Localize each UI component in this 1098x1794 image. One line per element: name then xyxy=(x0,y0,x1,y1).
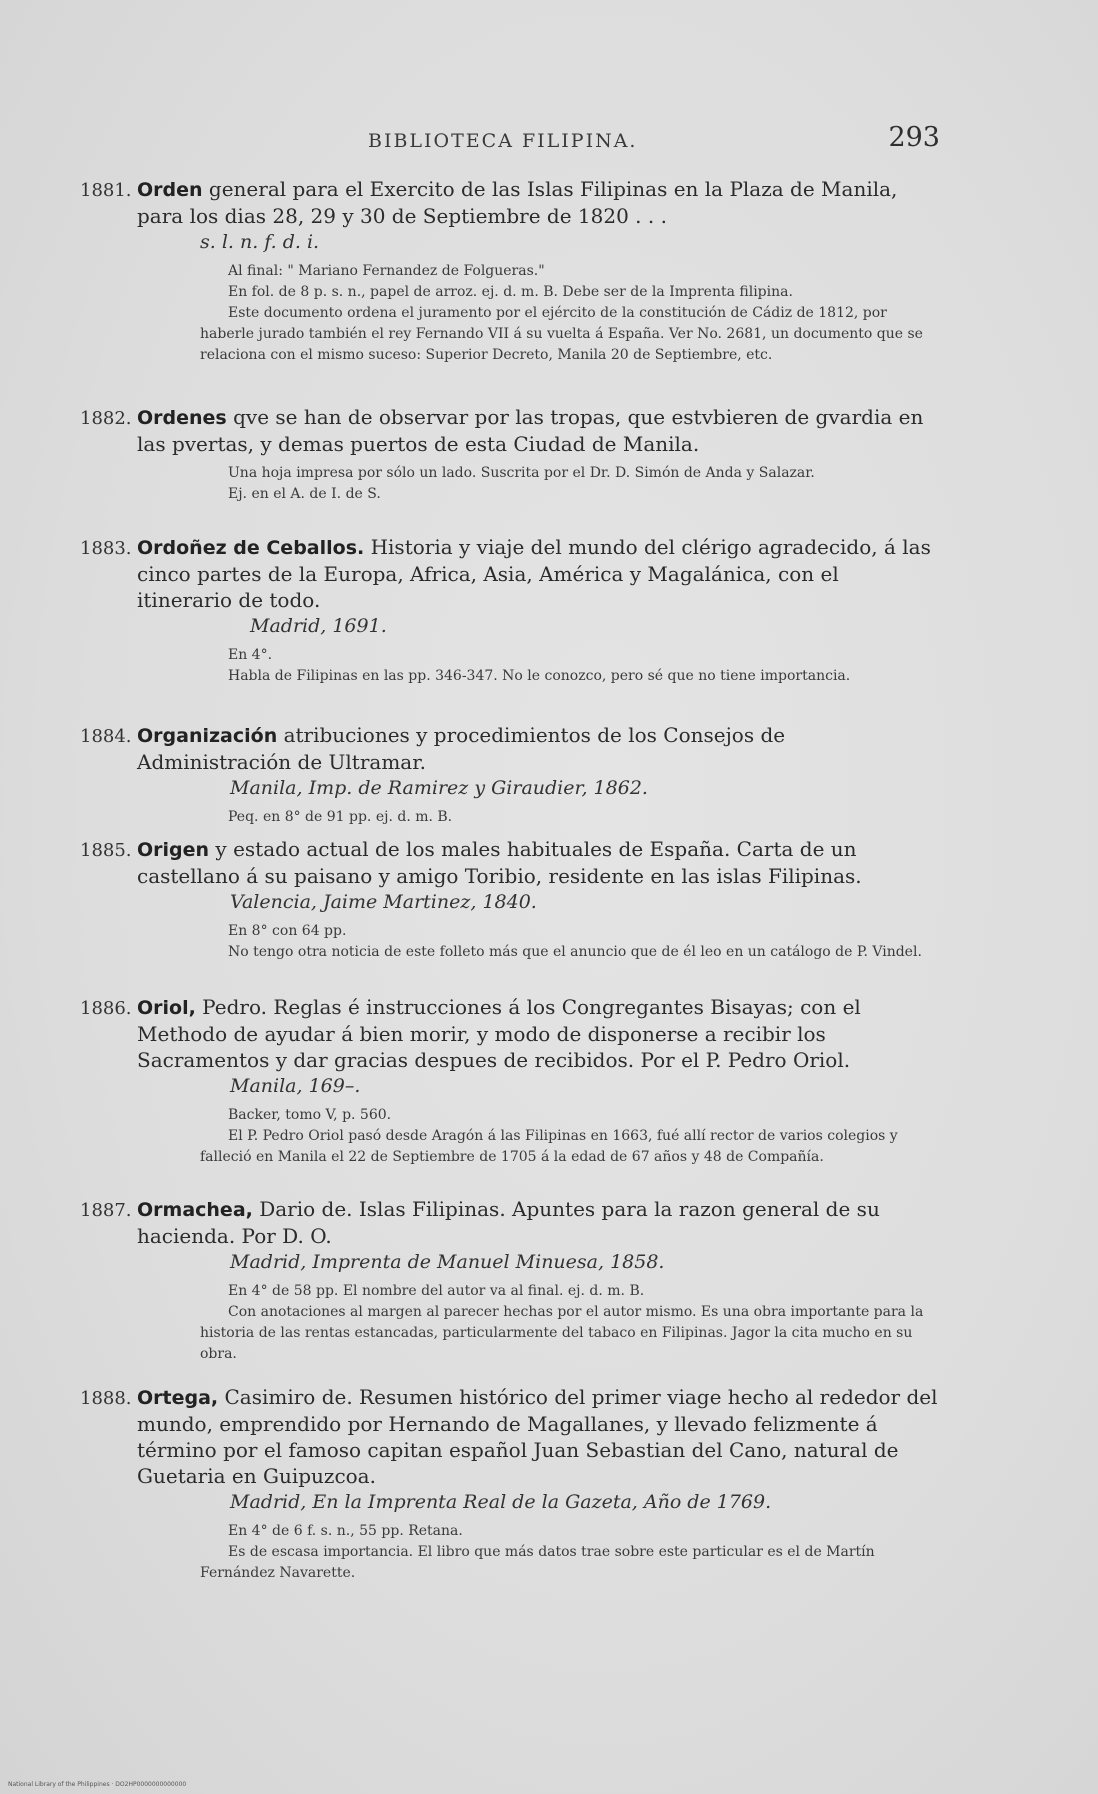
entry-imprint: Valencia, Jaime Martinez, 1840. xyxy=(230,891,537,913)
entry-notes xyxy=(200,921,940,963)
entry-number: 1881. xyxy=(80,180,132,201)
note-line: Es de escasa importancia. El libro que más datos trae sobre este particular es el de Martín Fernández Navarette. xyxy=(200,1544,875,1581)
note-line: En 4° de 6 f. s. n., 55 pp. Retana. xyxy=(228,1523,463,1539)
entry-1884 xyxy=(80,722,940,828)
entry-notes xyxy=(200,1521,940,1584)
entry-number: 1883. xyxy=(80,538,132,559)
note-line: El P. Pedro Oriol pasó desde Aragón á las Filipinas en 1663, fué allí rector de varios colegios y falleció en Manila el 22 de Septiembre de 1705 á la edad de 67 años y 48 de Compañía. xyxy=(200,1128,898,1165)
entry-imprint: Manila, Imp. de Ramirez y Giraudier, 1862. xyxy=(230,777,648,799)
entry-1885 xyxy=(80,836,940,963)
entry-name: Origen xyxy=(137,839,210,861)
entry-number: 1885. xyxy=(80,840,132,861)
entry-number: 1882. xyxy=(80,408,132,429)
entry-title: atribuciones y procedimientos de los Consejos de Administración de Ultramar. xyxy=(137,723,786,774)
entry-title: Casimiro de. Resumen histórico del primer viage hecho al rededor del mundo, emprendido por Hernando de Magallanes, y llevado felizmente á término por el famoso capitan español Juan Sebastian del Cano, natural de Guetaria en Guipuzcoa. xyxy=(137,1385,938,1488)
entry-title: qve se han de observar por las tropas, que estvbieren de gvardia en las pvertas, y demas puertos de esta Ciudad de Manila. xyxy=(137,405,924,456)
note-line: En 4° de 58 pp. El nombre del autor va al final. ej. d. m. B. xyxy=(228,1283,645,1299)
entry-title: Historia y viaje del mundo del clérigo agradecido, á las cinco partes de la Europa, Africa, Asia, América y Magalánica, con el itinerario de todo. xyxy=(137,535,931,612)
entry-imprint: Madrid, En la Imprenta Real de la Gazeta, Año de 1769. xyxy=(230,1491,772,1513)
entry-heading xyxy=(137,1384,940,1489)
note-line: Ej. en el A. de I. de S. xyxy=(228,486,381,502)
entry-heading xyxy=(137,404,940,457)
entry-heading xyxy=(137,1196,940,1249)
entry-title: y estado actual de los males habituales de España. Carta de un castellano á su paisano y amigo Toribio, residente en las islas Filipinas. xyxy=(137,837,862,888)
note-line: Una hoja impresa por sólo un lado. Suscrita por el Dr. D. Simón de Anda y Salazar. xyxy=(228,465,815,481)
entry-1883 xyxy=(80,534,940,687)
note-line: Este documento ordena el juramento por el ejército de la constitución de Cádiz de 1812, por haberle jurado también el rey Fernando VII á su vuelta á España. Ver No. 2681, un documento que se relaciona con el mismo suceso: Superior Decreto, Manila 20 de Septiembre, etc. xyxy=(200,305,923,363)
note-line: Backer, tomo V, p. 560. xyxy=(228,1107,392,1123)
entry-number: 1887. xyxy=(80,1200,132,1221)
entry-title: general para el Exercito de las Islas Filipinas en la Plaza de Manila, para los dias 28, 29 y 30 de Septiembre de 1820 . . . xyxy=(137,177,898,228)
entry-heading xyxy=(137,722,940,775)
entry-notes xyxy=(200,463,940,505)
entry-number: 1886. xyxy=(80,998,132,1019)
entry-title: Dario de. Islas Filipinas. Apuntes para la razon general de su hacienda. Por D. O. xyxy=(137,1197,880,1248)
note-line: Habla de Filipinas en las pp. 346-347. No le conozco, pero sé que no tiene importancia. xyxy=(228,668,851,684)
entry-name: Ordenes xyxy=(137,407,227,429)
note-line: No tengo otra noticia de este folleto más que el anuncio que de él leo en un catálogo de P. Vindel. xyxy=(228,944,922,960)
entry-heading xyxy=(137,534,940,613)
note-line: Peq. en 8° de 91 pp. ej. d. m. B. xyxy=(228,809,453,825)
entry-name: Oriol, xyxy=(137,997,196,1019)
entry-1882 xyxy=(80,404,940,505)
running-title: BIBLIOTECA FILIPINA. xyxy=(368,130,638,152)
entry-notes xyxy=(200,1281,940,1365)
entry-1887 xyxy=(80,1196,940,1365)
note-line: En 4°. xyxy=(228,647,273,663)
entry-1886 xyxy=(80,994,940,1168)
entry-number: 1888. xyxy=(80,1388,132,1409)
entry-imprint: Madrid, 1691. xyxy=(250,615,387,637)
entry-notes xyxy=(200,645,940,687)
entry-heading xyxy=(137,836,940,889)
entry-imprint: Manila, 169–. xyxy=(230,1075,361,1097)
entry-name: Ordoñez de Ceballos. xyxy=(137,537,365,559)
page-header xyxy=(368,122,948,156)
entry-notes xyxy=(200,261,940,366)
entry-imprint: Madrid, Imprenta de Manuel Minuesa, 1858. xyxy=(230,1251,665,1273)
entry-name: Organización xyxy=(137,725,278,747)
note-line: En fol. de 8 p. s. n., papel de arroz. ej. d. m. B. Debe ser de la Imprenta filipina. xyxy=(228,284,793,300)
page-number: 293 xyxy=(888,122,940,153)
entry-title: Pedro. Reglas é instrucciones á los Congregantes Bisayas; con el Methodo de ayudar á bien morir, y modo de disponerse a recibir los Sacramentos y dar gracias despues de recibidos. Por el P. Pedro Oriol. xyxy=(137,995,861,1072)
entry-notes xyxy=(200,807,940,828)
entry-heading xyxy=(137,994,940,1073)
scan-credit: National Library of the Philippines · DO2HP0000000000000 xyxy=(8,1781,187,1788)
entry-name: Ormachea, xyxy=(137,1199,253,1221)
note-line: Al final: " Mariano Fernandez de Folgueras." xyxy=(228,263,545,279)
entry-1881 xyxy=(80,176,940,366)
note-line: Con anotaciones al margen al parecer hechas por el autor mismo. Es una obra importante para la historia de las rentas estancadas, particularmente del tabaco en Filipinas. Jagor la cita mucho en su obra. xyxy=(200,1304,924,1362)
entry-1888 xyxy=(80,1384,940,1584)
entry-heading xyxy=(137,176,940,229)
entry-notes xyxy=(200,1105,940,1168)
entry-number: 1884. xyxy=(80,726,132,747)
note-line: En 8° con 64 pp. xyxy=(228,923,347,939)
entry-imprint: s. l. n. f. d. i. xyxy=(200,231,320,253)
entry-name: Ortega, xyxy=(137,1387,219,1409)
entry-name: Orden xyxy=(137,179,203,201)
